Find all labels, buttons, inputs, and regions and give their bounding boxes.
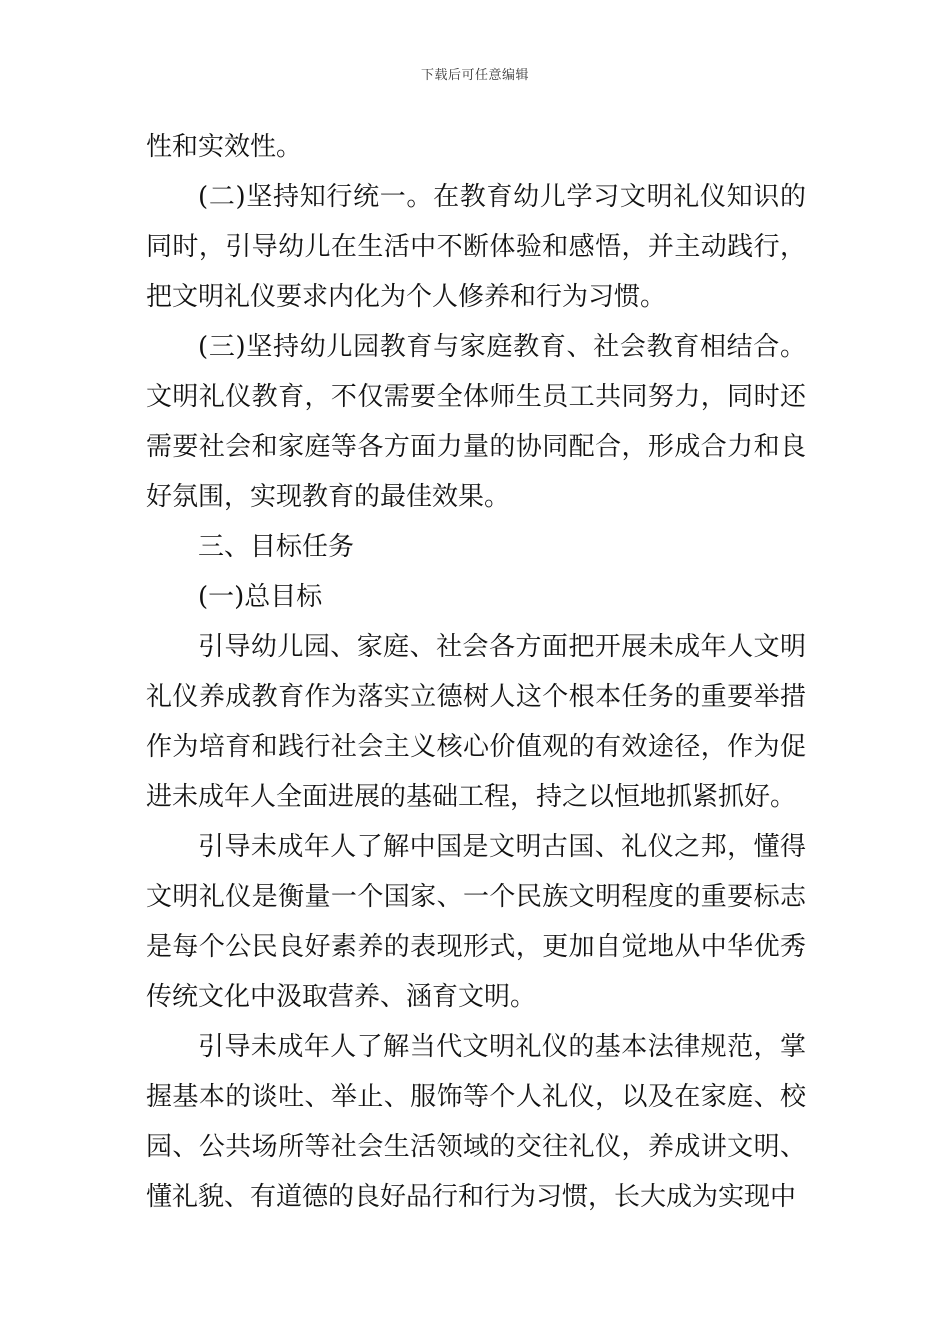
paragraph-knowledge-practice: (二)坚持知行统一。在教育幼儿学习文明礼仪知识的同时，引导幼儿在生活中不断体验和感悟，并主动践行，把文明礼仪要求内化为个人修养和行为习惯。 — [146, 182, 806, 312]
section-heading-goals: 三、目标任务 — [198, 532, 355, 562]
paragraph-continuation: 性和实效性。 — [146, 132, 303, 162]
paragraph-goal-norms: 引导未成年人了解当代文明礼仪的基本法律规范，掌握基本的谈吐、举止、服饰等个人礼仪，以及在家庭、校园、公共场所等社会生活领域的交往礼仪，养成讲文明、懂礼貌、有道德的良好品行和行为习惯，长大成为实现中 — [146, 1032, 806, 1212]
subsection-heading-overall-goal: (一)总目标 — [198, 582, 323, 612]
paragraph-goal-guidance: 引导幼儿园、家庭、社会各方面把开展未成年人文明礼仪养成教育作为落实立德树人这个根本任务的重要举措作为培育和践行社会主义核心价值观的有效途径，作为促进未成年人全面进展的基础工程，持之以恒地抓紧抓好。 — [146, 632, 806, 812]
page-header: 下载后可任意编辑 — [420, 68, 529, 83]
document-body — [146, 122, 806, 1222]
paragraph-goal-heritage: 引导未成年人了解中国是文明古国、礼仪之邦，懂得文明礼仪是衡量一个国家、一个民族文明程度的重要标志是每个公民良好素养的表现形式，更加自觉地从中华优秀传统文化中汲取营养、涵育文明。 — [146, 832, 806, 1012]
paragraph-combined-education: (三)坚持幼儿园教育与家庭教育、社会教育相结合。文明礼仪教育，不仅需要全体师生员工共同努力，同时还需要社会和家庭等各方面力量的协同配合，形成合力和良好氛围，实现教育的最佳效果。 — [146, 332, 806, 512]
